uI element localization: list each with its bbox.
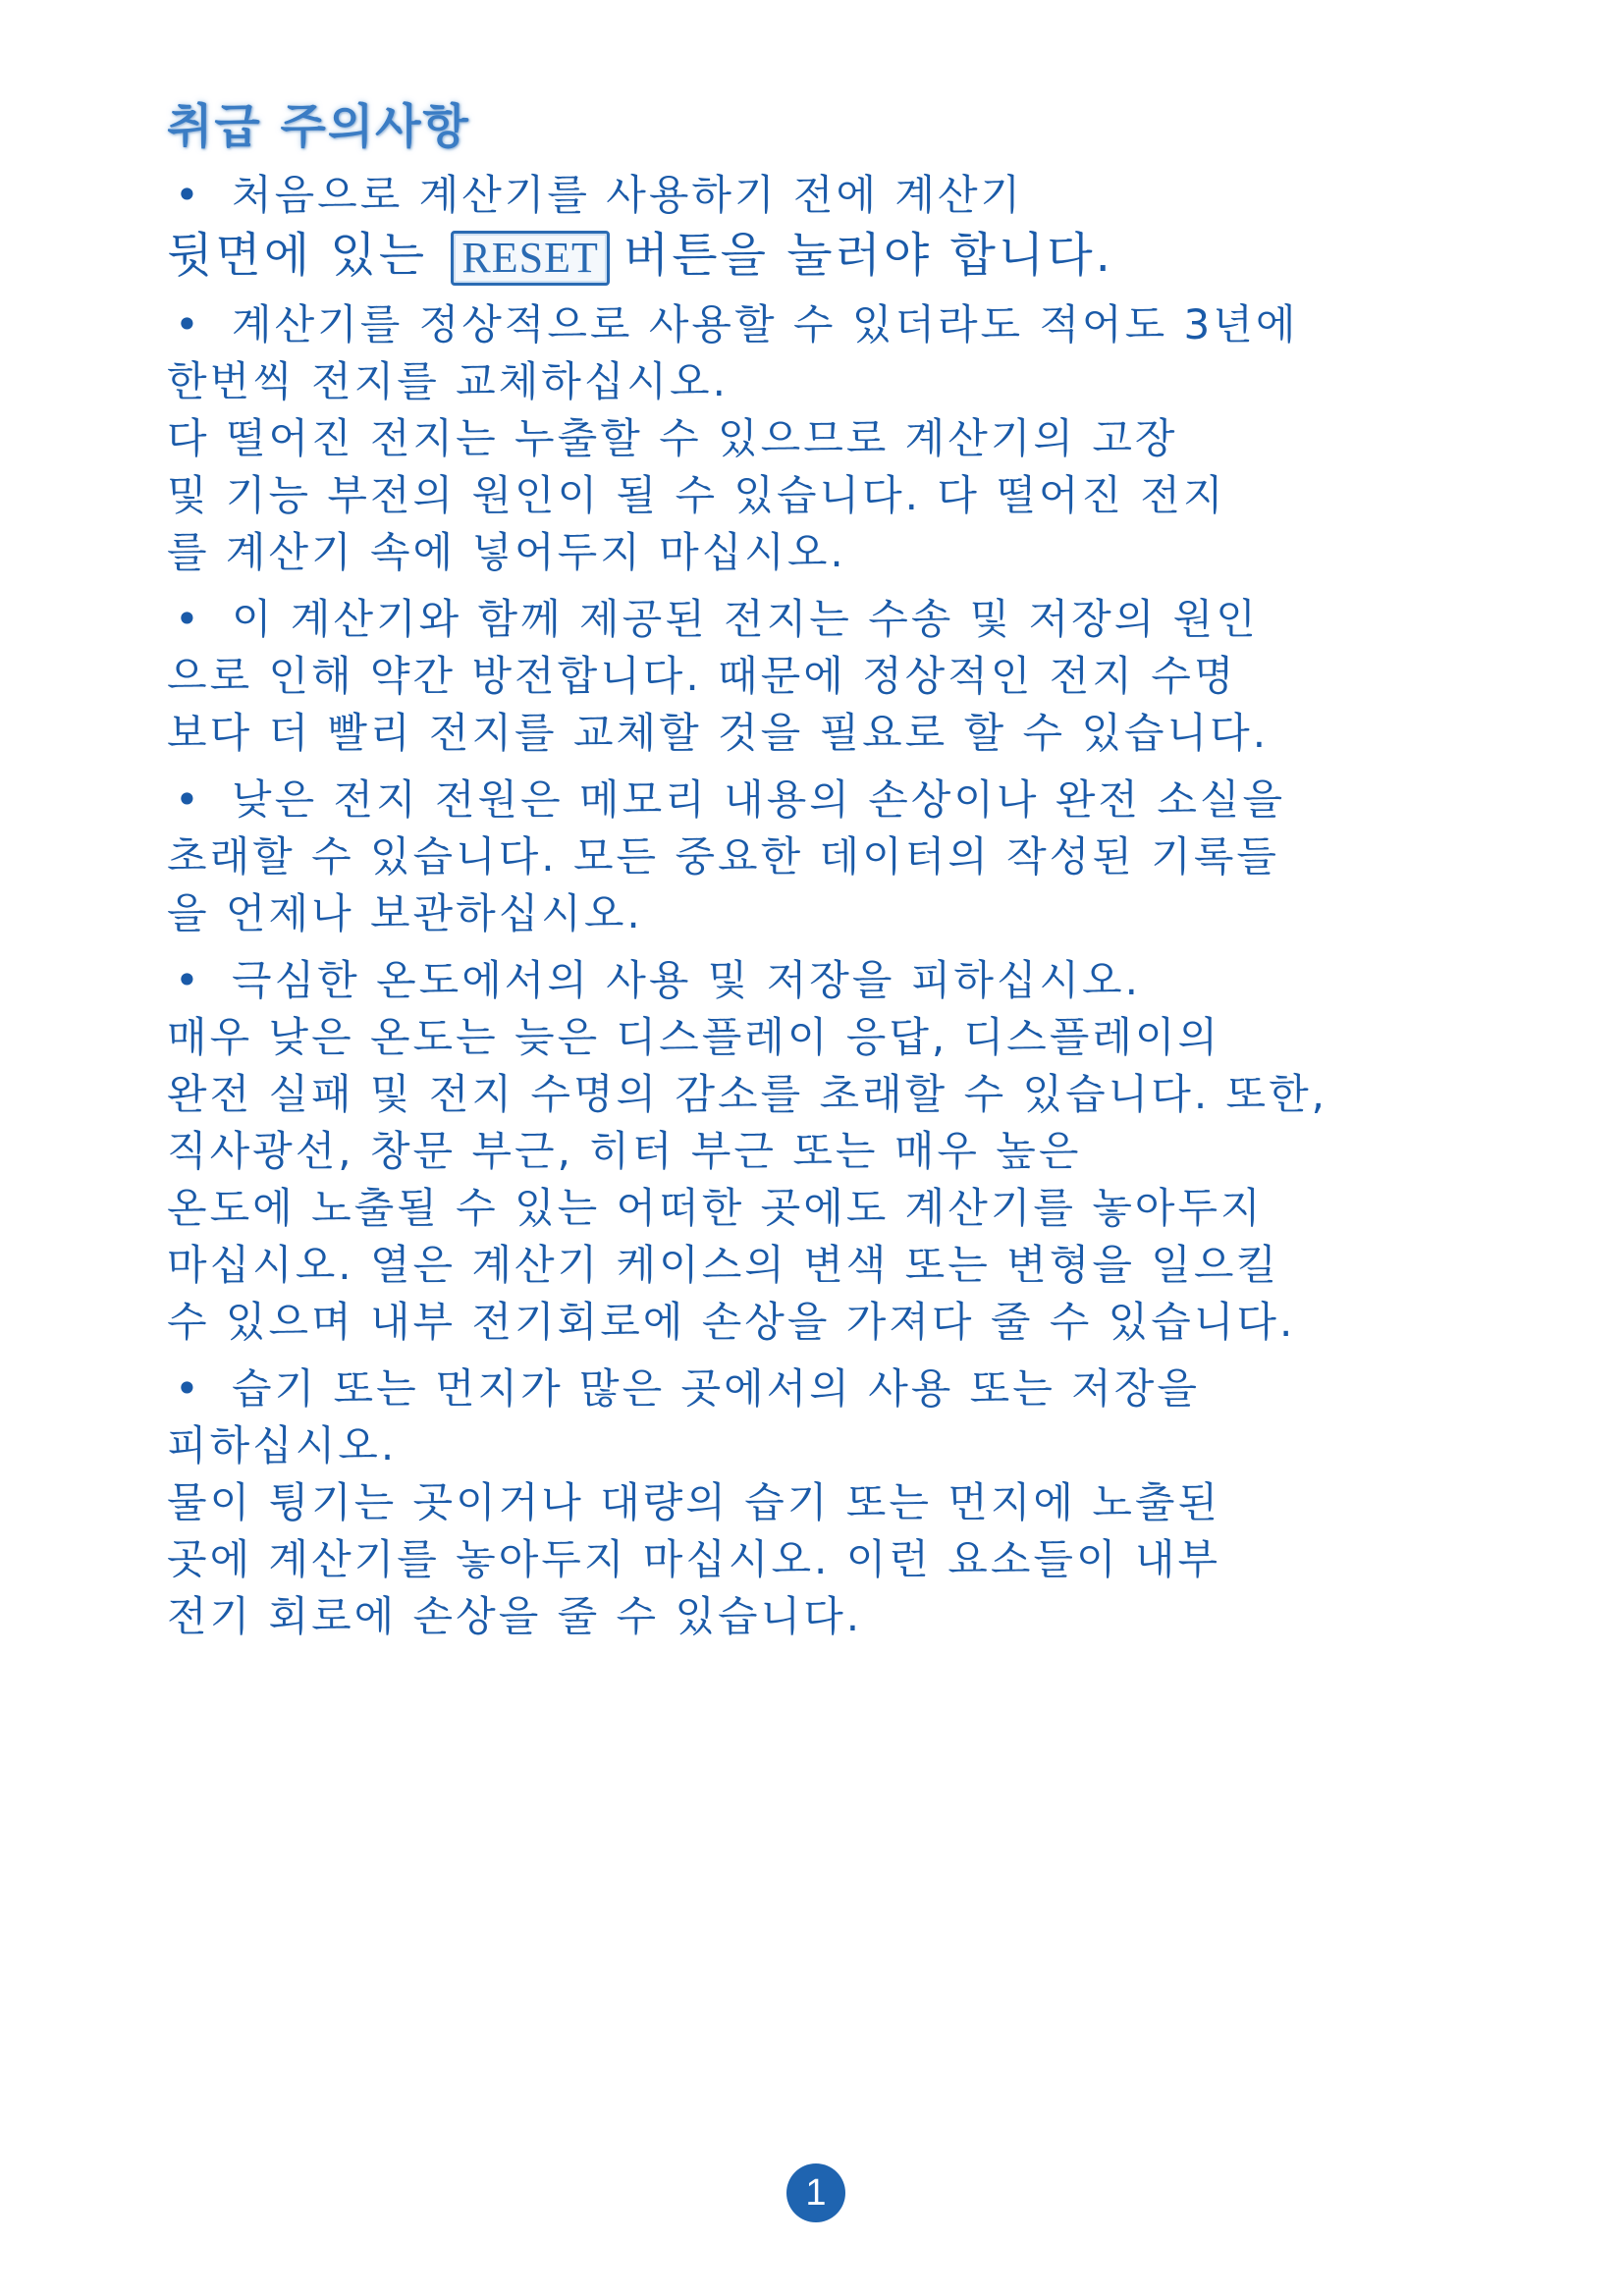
bullet-icon: • [175, 956, 202, 1004]
precaution-section-reset [167, 167, 1483, 287]
precaution-line: 매우 낮은 온도는 늦은 디스플레이 응답, 디스플레이의 [167, 1013, 1221, 1061]
bullet-icon: • [175, 171, 202, 219]
precaution-line: 피하십시오. [167, 1421, 398, 1469]
precaution-line: 및 기능 부전의 원인이 될 수 있습니다. 다 떨어진 전지 [167, 471, 1226, 519]
precaution-line: 으로 인해 약간 방전합니다. 때문에 정상적인 전지 수명 [167, 652, 1237, 700]
precaution-line: 다 떨어진 전지는 누출할 수 있으므로 계산기의 고장 [167, 414, 1178, 462]
precautions-content [167, 167, 1483, 1645]
precaution-line: 전기 회로에 손상을 줄 수 있습니다. [167, 1592, 863, 1640]
precaution-line [167, 591, 1483, 648]
line-text: 뒷면에 있는 [167, 228, 428, 283]
precaution-line: 수 있으며 내부 전기회로에 손상을 가져다 줄 수 있습니다. [167, 1298, 1296, 1346]
line-text: 처음으로 계산기를 사용하기 전에 계산기 [232, 171, 1024, 219]
line-text: 버튼을 눌러야 합니다. [623, 228, 1113, 283]
bullet-icon: • [175, 1364, 202, 1413]
precaution-line: 직사광선, 창문 부근, 히터 부근 또는 매우 높은 [167, 1127, 1082, 1175]
precaution-line: 보다 더 빨리 전지를 교체할 것을 필요로 할 수 있습니다. [167, 709, 1270, 757]
precaution-section-supplied-battery [167, 591, 1483, 762]
precaution-line [167, 296, 1483, 353]
precaution-section-low-power [167, 772, 1483, 942]
precaution-line: 한번씩 전지를 교체하십시오. [167, 357, 729, 405]
line-text: 습기 또는 먼지가 많은 곳에서의 사용 또는 저장을 [232, 1364, 1200, 1413]
precaution-line [167, 772, 1483, 828]
line-text: 낮은 전지 전원은 메모리 내용의 손상이나 완전 소실을 [232, 775, 1286, 824]
precaution-section-battery-replace [167, 296, 1483, 581]
precaution-line: 곳에 계산기를 놓아두지 마십시오. 이런 요소들이 내부 [167, 1535, 1221, 1583]
precaution-line [167, 167, 1483, 224]
precaution-line: 마십시오. 열은 계산기 케이스의 변색 또는 변형을 일으킬 [167, 1241, 1279, 1289]
precaution-line: 완전 실패 및 전지 수명의 감소를 초래할 수 있습니다. 또한, [167, 1070, 1328, 1118]
precaution-section-humidity-dust [167, 1361, 1483, 1645]
precaution-line: 를 계산기 속에 넣어두지 마십시오. [167, 528, 846, 576]
page-title: 취급 주의사항 [167, 99, 470, 154]
precaution-line: 을 언제나 보관하십시오. [167, 889, 643, 937]
precaution-line: 온도에 노출될 수 있는 어떠한 곳에도 계산기를 놓아두지 [167, 1184, 1264, 1232]
bullet-icon: • [175, 300, 202, 348]
precaution-line [167, 224, 1483, 287]
bullet-icon: • [175, 595, 202, 643]
line-text: 이 계산기와 함께 제공된 전지는 수송 및 저장의 원인 [232, 595, 1259, 643]
precaution-line [167, 1361, 1483, 1417]
page-number-badge: 1 [786, 2163, 845, 2222]
line-text: 극심한 온도에서의 사용 및 저장을 피하십시오. [232, 956, 1141, 1004]
precaution-line: 초래할 수 있습니다. 모든 중요한 데이터의 작성된 기록들 [167, 832, 1279, 881]
precaution-section-temperature [167, 952, 1483, 1351]
line-text: 계산기를 정상적으로 사용할 수 있더라도 적어도 3년에 [232, 300, 1299, 348]
precaution-line: 물이 튕기는 곳이거나 대량의 습기 또는 먼지에 노출된 [167, 1478, 1221, 1526]
reset-key-icon: RESET [451, 231, 609, 286]
bullet-icon: • [175, 775, 202, 824]
precaution-line [167, 952, 1483, 1009]
